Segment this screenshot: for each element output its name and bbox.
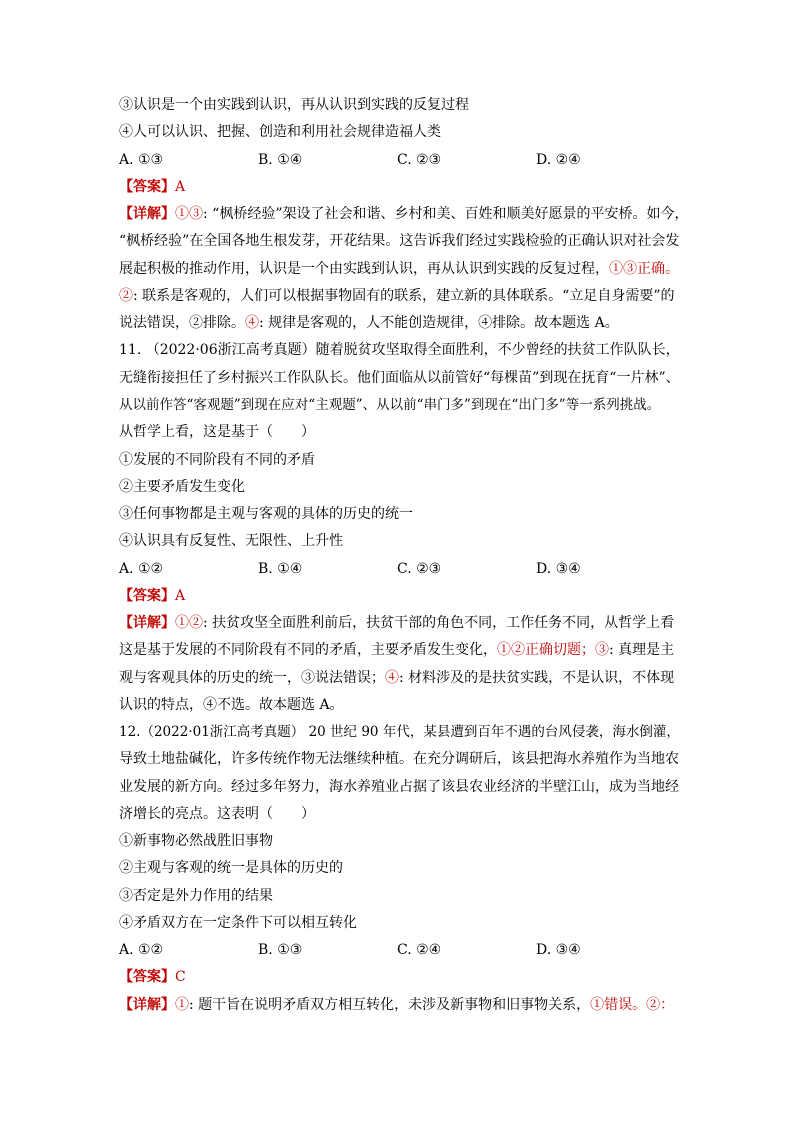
q11-stem-line: 11. （2022·06浙江高考真题）随着脱贫攻坚取得全面胜利，不少曾经的扶贫工作队队长， — [119, 342, 680, 358]
body-text: 展起积极的推动作用，认识是一个由实践到认识，再从认识到实践的反复过程， — [119, 261, 609, 277]
body-text: “枫桥经验”在全国各地生根发芽，开花结果。这告诉我们经过实践检验的正确认识对社会发 — [119, 233, 680, 249]
q12-option-c: C. ②④ — [397, 942, 442, 958]
highlight-text: ① — [175, 997, 189, 1013]
q12-stem-line: 12.（2022·01浙江高考真题） 20 世纪 90 年代，某县遭到百年不遇的台风侵袭，海水倒灌， — [119, 724, 680, 740]
q11-answer — [119, 587, 689, 605]
highlight-text: ①③正确。 — [609, 261, 679, 277]
q10-option-d: D. ②④ — [536, 152, 581, 168]
q11-detail-line — [119, 614, 689, 632]
body-text: : 联系是客观的，人们可以根据事物固有的联系，建立新的具体联系。“立足自身需要”的 — [133, 288, 675, 304]
body-text: 这是基于发展的不同阶段有不同的矛盾，主要矛盾发生变化， — [119, 642, 497, 658]
q11-detail-line — [119, 641, 689, 659]
body-text: : 题干旨在说明矛盾双方相互转化，未涉及新事物和旧事物关系， — [189, 997, 591, 1013]
body-text: : 材料涉及的是扶贫实践，不是认识，不体现 — [399, 670, 675, 686]
body-text: 说法错误，②排除。 — [119, 315, 245, 331]
q10-option-a: A. ①③ — [119, 152, 164, 168]
body-text: : 规律是客观的，人不能创造规律，④排除。故本题选 A。 — [259, 315, 619, 331]
q12-option-d: D. ③④ — [536, 942, 581, 958]
answer-value: A — [175, 179, 186, 195]
q12-item-1: ①新事物必然战胜旧事物 — [119, 833, 273, 849]
q10-item-4: ④人可以认识、把握、创造和利用社会规律造福人类 — [119, 124, 441, 140]
q10-detail-line — [119, 232, 689, 250]
body-text: : “枫桥经验”架设了社会和谐、乡村和美、百姓和顺美好愿景的平安桥。如今， — [203, 206, 689, 222]
q12-option-a: A. ①② — [119, 942, 164, 958]
highlight-text: ④ — [385, 670, 399, 686]
q11-item-3: ③任何事物都是主观与客观的具体的历史的统一 — [119, 506, 413, 522]
detail-label: 【详解】 — [119, 206, 175, 222]
highlight-text: ①错误。②： — [590, 997, 675, 1013]
body-text: : 真理是主 — [609, 642, 675, 658]
q12-item-3: ③否定是外力作用的结果 — [119, 888, 273, 904]
answer-label: 【答案】 — [119, 969, 175, 985]
answer-value: A — [175, 588, 186, 604]
q10-detail-line — [119, 205, 689, 223]
highlight-text: ①② — [175, 615, 203, 631]
q11-item-2: ②主要矛盾发生变化 — [119, 479, 245, 495]
q12-detail-line — [119, 996, 689, 1014]
q11-detail-line — [119, 696, 689, 714]
highlight-text: ①③ — [175, 206, 203, 222]
detail-label: 【详解】 — [119, 615, 175, 631]
q10-item-3: ③认识是一个由实践到认识，再从认识到实践的反复过程 — [119, 97, 469, 113]
q11-option-c: C. ②③ — [397, 561, 442, 577]
body-text: 观与客观具体的历史的统一，③说法错误； — [119, 670, 385, 686]
q12-stem-line: 济增长的亮点。这表明（ ） — [119, 806, 315, 822]
body-text: 认识的特点，④不选。故本题选 A。 — [119, 697, 344, 713]
q10-option-c: C. ②③ — [397, 152, 442, 168]
highlight-text: ④ — [245, 315, 259, 331]
highlight-text: ② — [119, 288, 133, 304]
q11-detail-line — [119, 669, 689, 687]
q11-stem-line: 无缝衔接担任了乡村振兴工作队队长。他们面临从以前管好“每棵苗”到现在抚育“一片林”、 — [119, 370, 680, 386]
q10-detail-line — [119, 287, 689, 305]
q12-answer — [119, 968, 689, 986]
answer-label: 【答案】 — [119, 588, 175, 604]
q12-item-2: ②主观与客观的统一是具体的历史的 — [119, 860, 343, 876]
q10-detail-line — [119, 314, 689, 332]
q11-option-d: D. ③④ — [536, 561, 581, 577]
q11-item-1: ①发展的不同阶段有不同的矛盾 — [119, 452, 315, 468]
q11-item-4: ④认识具有反复性、无限性、上升性 — [119, 533, 343, 549]
q10-option-b: B. ①④ — [258, 152, 303, 168]
answer-value: C — [175, 969, 186, 985]
q12-option-b: B. ①③ — [258, 942, 303, 958]
highlight-text: ①②正确切题； — [497, 642, 595, 658]
answer-label: 【答案】 — [119, 179, 175, 195]
q10-detail-line — [119, 260, 689, 278]
q12-item-4: ④矛盾双方在一定条件下可以相互转化 — [119, 915, 357, 931]
q11-stem-line: 从哲学上看，这是基于（ ） — [119, 424, 315, 440]
q10-answer — [119, 178, 689, 196]
q12-stem-line: 业发展的新方向。经过多年努力，海水养殖业占据了该县农业经济的半壁江山，成为当地经 — [119, 779, 679, 795]
q11-option-a: A. ①② — [119, 561, 164, 577]
detail-label: 【详解】 — [119, 997, 175, 1013]
q11-option-b: B. ①④ — [258, 561, 303, 577]
body-text: : 扶贫攻坚全面胜利前后，扶贫干部的角色不同，工作任务不同，从哲学上看 — [203, 615, 675, 631]
q11-stem-line: 从以前作答“客观题”到现在应对“主观题”、从以前“串门多”到现在“出门多”等一系列挑战。 — [119, 397, 661, 413]
highlight-text: ③ — [595, 642, 609, 658]
q12-stem-line: 导致土地盐碱化，许多传统作物无法继续种植。在充分调研后，该县把海水养殖作为当地农 — [119, 751, 679, 767]
